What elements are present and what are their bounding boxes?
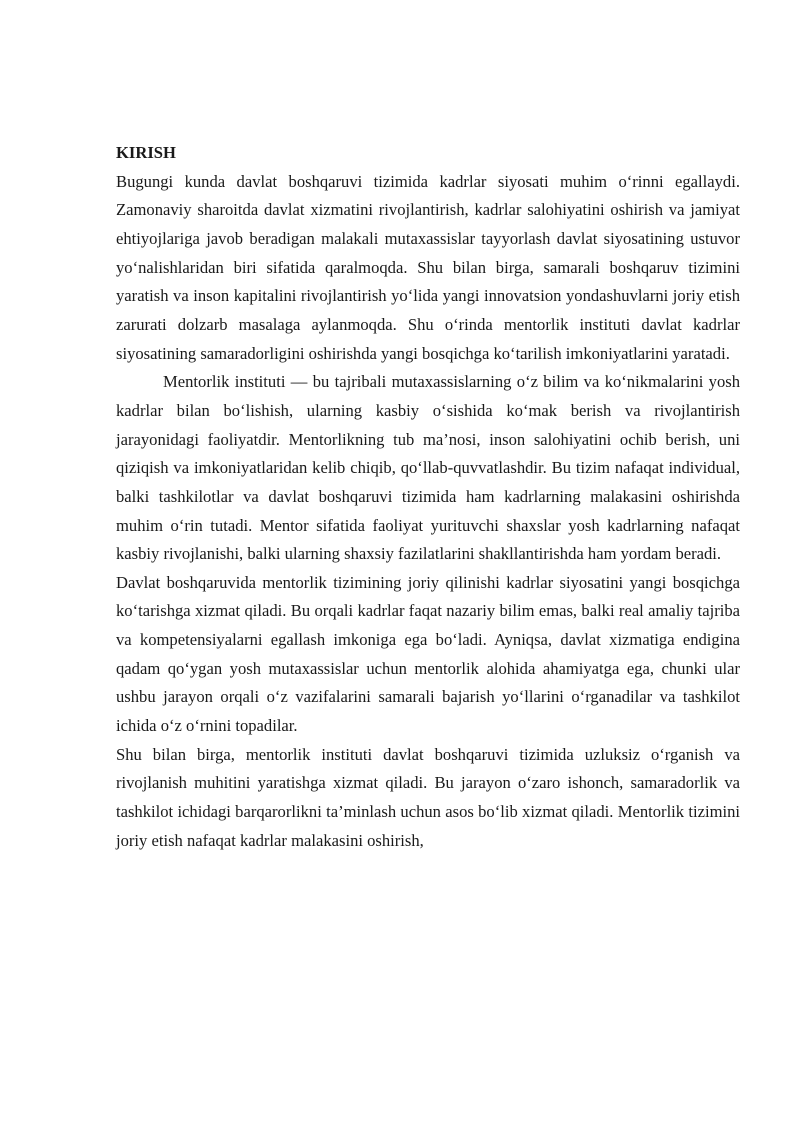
paragraph-mentorship-definition: Mentorlik instituti — bu tajribali mutaxassislarning o‘z bilim va ko‘nikmalarini yosh kadrlar bilan bo‘lishish, ularning kasbiy o‘sishida ko‘mak berish va rivojlantirish jarayonidagi faoliyatdir. Mentorlikning tub ma’nosi, inson salohiyatini ochib berish, uni qiziqish va imkoniyatlaridan kelib chiqib, qo‘llab-quvvatlashdir. Bu tizim nafaqat individual, balki tashkilotlar va davlat boshqaruvi tizimida ham kadrlarning malakasini oshirishda muhim o‘rin tutadi. Mentor sifatida faoliyat yurituvchi shaxslar yosh kadrlarning nafaqat kasbiy rivojlanishi, balki ularning shaxsiy fazilatlarini shakllantirishda ham yordam beradi. bbox=[116, 372, 740, 564]
paragraph-continuous-learning: Shu bilan birga, mentorlik instituti davlat boshqaruvi tizimida uzluksiz o‘rganish va rivojlanish muhitini yaratishga xizmat qiladi. Bu jarayon o‘zaro ishonch, samaradorlik va tashkilot ichidagi barqarorlikni ta’minlash uchun asos bo‘lib xizmat qiladi. Mentorlik tizimini joriy etish nafaqat kadrlar malakasini oshirish, bbox=[116, 744, 740, 850]
paragraph-intro: Bugungi kunda davlat boshqaruvi tizimida kadrlar siyosati muhim o‘rinni egallaydi. Zamonaviy sharoitda davlat xizmatini rivojlantirish, kadrlar salohiyatini oshirish va jamiyat ehtiyojlariga javob beradigan malakali mutaxassislar tayyorlash davlat siyosatining ustuvor yo‘nalishlaridan biri sifatida qaralmoqda. Shu bilan birga, samarali boshqaruv tizimini yaratish va inson kapitalini rivojlantirish yo‘lida yangi innovatsion yondashuvlarni joriy etish zarurati dolzarb masalaga aylanmoqda. Shu o‘rinda mentorlik instituti davlat kadrlar siyosatining samaradorligini oshirishda yangi bosqichga ko‘tarilish imkoniyatlarini yaratadi. bbox=[116, 171, 740, 363]
document-body bbox=[116, 139, 740, 855]
paragraph-public-administration: Davlat boshqaruvida mentorlik tizimining joriy qilinishi kadrlar siyosatini yangi bosqichga ko‘tarishga xizmat qiladi. Bu orqali kadrlar faqat nazariy bilim emas, balki real amaliy tajriba va kompetensiyalarni egallash imkoniga ega bo‘ladi. Ayniqsa, davlat xizmatiga endigina qadam qo‘ygan yosh mutaxassislar uchun mentorlik alohida ahamiyatga ega, chunki ular ushbu jarayon orqali o‘z vazifalarini samarali bajarish yo‘llarini o‘rganadilar va tashkilot ichida o‘z o‘rnini topadilar. bbox=[116, 572, 740, 736]
section-heading: KIRISH bbox=[116, 143, 176, 162]
